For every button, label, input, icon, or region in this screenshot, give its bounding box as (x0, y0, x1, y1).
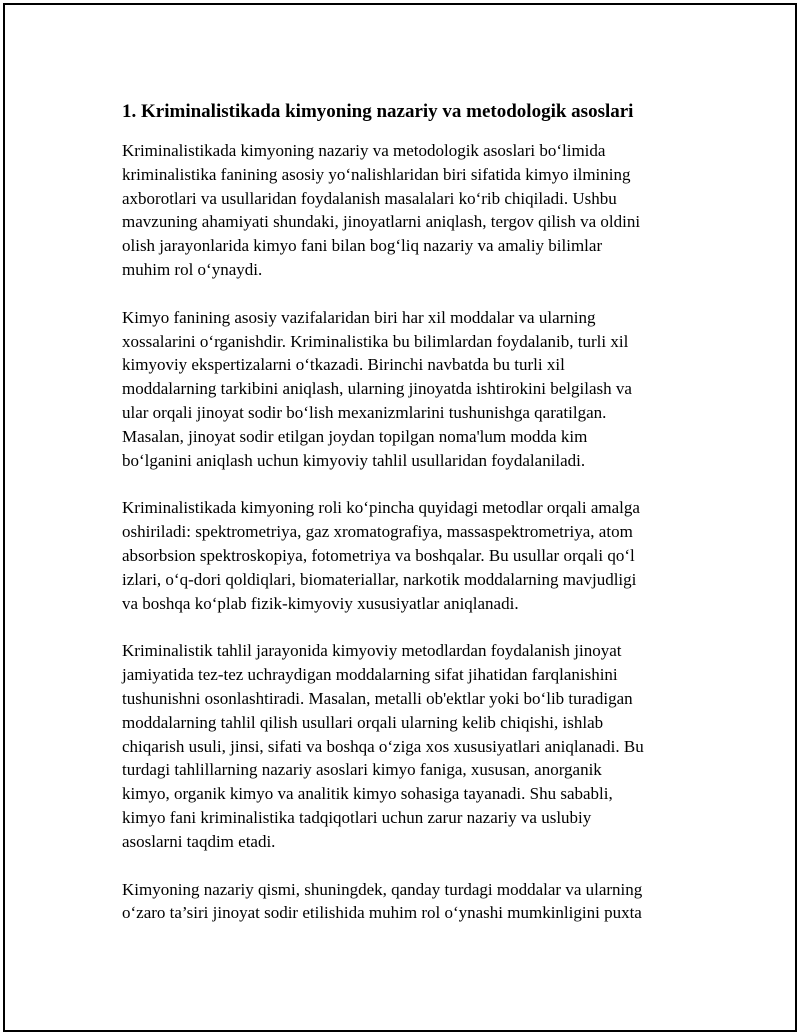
text-line: chiqarish usuli, jinsi, sifati va boshqa o‘ziga xos xususiyatlari aniqlanadi. Bu (122, 736, 644, 756)
text-line: Masalan, jinoyat sodir etilgan joydan topilgan noma'lum modda kim (122, 426, 588, 446)
text-line: izlari, o‘q-dori qoldiqlari, biomateriallar, narkotik moddalarning mavjudligi (122, 569, 637, 589)
text-line: axborotlari va usullaridan foydalanish masalalari ko‘rib chiqiladi. Ushbu (122, 188, 617, 208)
text-line: Kriminalistikada kimyoning nazariy va metodologik asoslari bo‘limida (122, 141, 606, 160)
text-line: o‘zaro ta’siri jinoyat sodir etilishida muhim rol o‘ynashi mumkinligini puxta (122, 903, 642, 923)
paragraph (122, 878, 697, 926)
text-line: ular orqali jinoyat sodir bo‘lish mexanizmlarini tushunishga qaratilgan. (122, 402, 607, 422)
text-line: va boshqa ko‘plab fizik-kimyoviy xususiyatlar aniqlanadi. (122, 593, 519, 613)
paragraph-list (122, 139, 697, 925)
text-line: Kimyoning nazariy qismi, shuningdek, qanday turdagi moddalar va ularning (122, 879, 643, 899)
text-line: turdagi tahlillarning nazariy asoslari kimyo faniga, xususan, anorganik (122, 760, 602, 780)
text-line: moddalarning tarkibini aniqlash, ularning jinoyatda ishtirokini belgilash va (122, 379, 632, 399)
text-line: absorbsion spektroskopiya, fotometriya va boshqalar. Bu usullar orqali qo‘l (122, 545, 635, 565)
section-heading: 1. Kriminalistikada kimyoning nazariy va metodologik asoslari (122, 101, 634, 122)
text-line: muhim rol o‘ynaydi. (122, 259, 263, 279)
text-line: kimyo, organik kimyo va analitik kimyo sohasiga tayanadi. Shu sababli, (122, 784, 613, 804)
text-line: Kriminalistikada kimyoning roli ko‘pincha quyidagi metodlar orqali amalga (122, 498, 640, 518)
paragraph (122, 639, 697, 853)
text-line: olish jarayonlarida kimyo fani bilan bog‘liq nazariy va amaliy bilimlar (122, 236, 603, 256)
text-line: asoslarni taqdim etadi. (122, 831, 276, 851)
text-line: oshiriladi: spektrometriya, gaz xromatografiya, massaspektrometriya, atom (122, 522, 633, 542)
text-line: xossalarini o‘rganishdir. Kriminalistika bu bilimlardan foydalanib, turli xil (122, 331, 629, 351)
document-body (122, 98, 697, 949)
text-line: tushunishni osonlashtiradi. Masalan, metalli ob'ektlar yoki bo‘lib turadigan (122, 688, 633, 708)
paragraph (122, 496, 697, 615)
text-line: moddalarning tahlil qilish usullari orqali ularning kelib chiqishi, ishlab (122, 712, 604, 732)
text-line: Kriminalistik tahlil jarayonida kimyoviy metodlardan foydalanish jinoyat (122, 641, 622, 661)
page-frame (3, 3, 797, 1032)
text-line: Kimyo fanining asosiy vazifalaridan biri har xil moddalar va ularning (122, 307, 596, 327)
text-line: jamiyatida tez-tez uchraydigan moddalarning sifat jihatidan farqlanishini (122, 665, 618, 685)
paragraph (122, 306, 697, 473)
text-line: kimyo fani kriminalistika tadqiqotlari uchun zarur nazariy va uslubiy (122, 807, 592, 827)
text-line: kriminalistika fanining asosiy yo‘nalishlaridan biri sifatida kimyo ilmining (122, 164, 631, 184)
text-line: bo‘lganini aniqlash uchun kimyoviy tahlil usullaridan foydalaniladi. (122, 450, 586, 470)
text-line: kimyoviy ekspertizalarni o‘tkazadi. Birinchi navbatda bu turli xil (122, 355, 565, 375)
text-line: mavzuning ahamiyati shundaki, jinoyatlarni aniqlash, tergov qilish va oldini (122, 212, 641, 232)
paragraph (122, 139, 697, 282)
